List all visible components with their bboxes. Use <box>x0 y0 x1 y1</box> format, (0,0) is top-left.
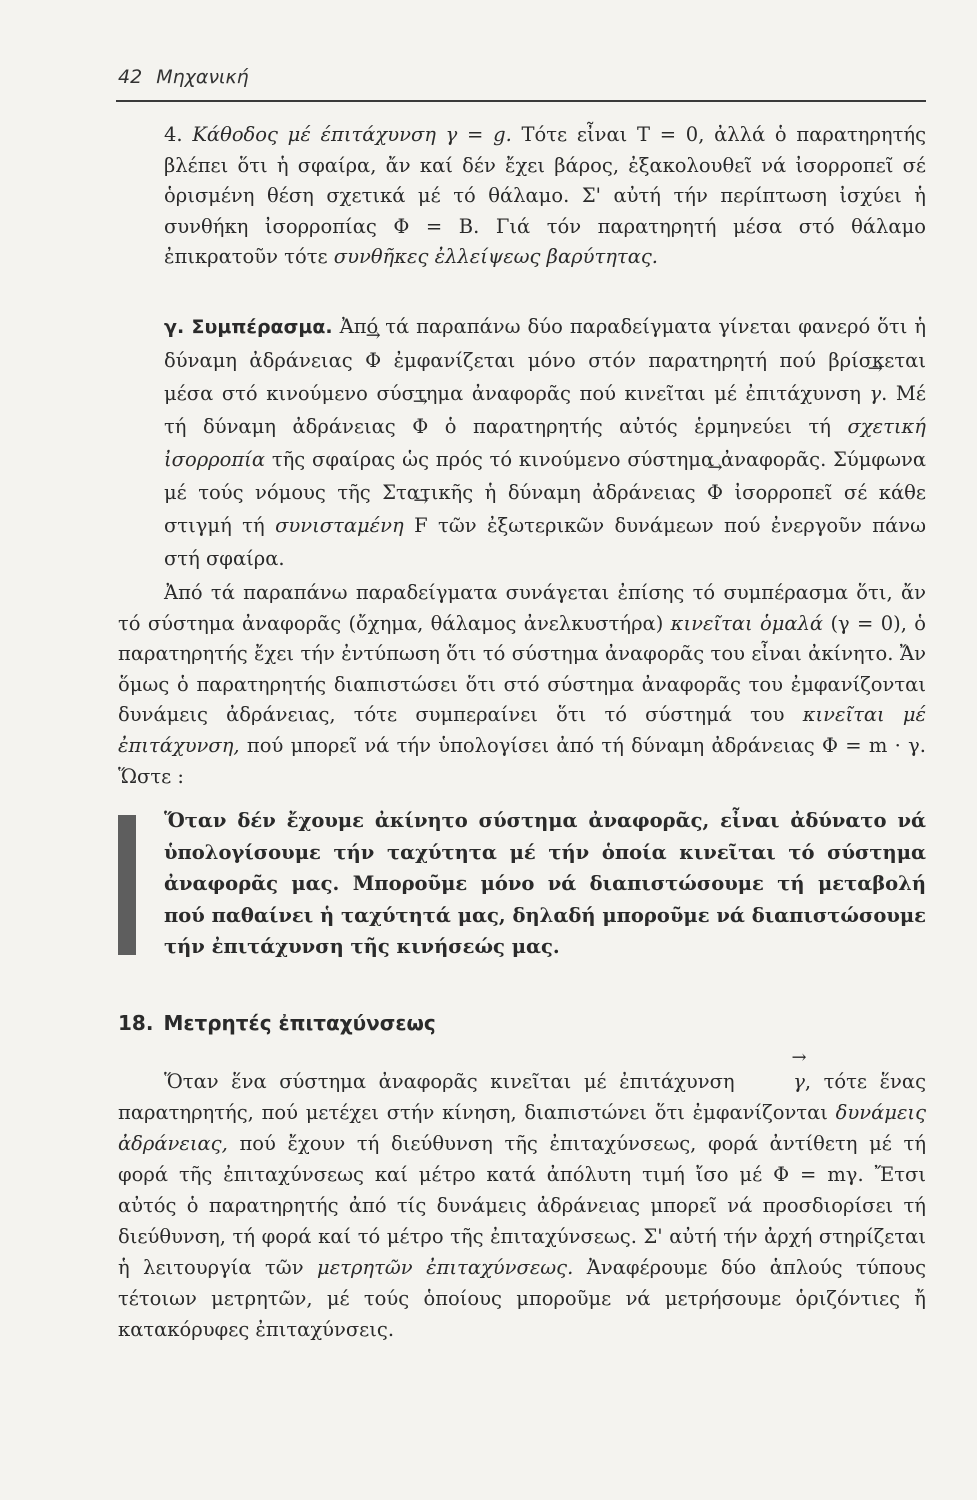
conclusion-text-7: τῶν ἐξωτερικῶν δυνάμεων πού ἐνεργοῦν πάνω στή σφαίρα. <box>164 514 926 570</box>
header-rule <box>116 100 926 102</box>
phi-vector-3: → Φ <box>707 476 723 509</box>
consequence-text-b: (γ = 0), ὁ παρατηρητής ἔχει τήν ἐντύπωση ὅτι τό σύστημα ἀναφορᾶς του εἶναι ἀκίνητο. Ἄν ὅμως ὁ παρατηρητής διαπιστώσει ὅτι στό σύστημα ἀναφορᾶς του ἐμφανίζονται δυνάμεις ἀδράνειας, τότε συμπεραίνει ὅτι τό σύστημά του <box>118 611 926 727</box>
highlighted-statement <box>118 805 926 963</box>
paragraph-item-4 <box>118 120 926 273</box>
paragraph-consequence <box>118 578 926 792</box>
section18-text-d: Ἀναφέρουμε δύο ἁπλούς τύπους τέτοιων μετρητῶν, μέ τούς ὁποίους μποροῦμε νά μετρήσουμε ὁριζόντιες ἤ κατακόρυφες ἐπιταχύνσεις. <box>118 1256 927 1341</box>
section18-text-a: Ὅταν ἕνα σύστημα ἀναφορᾶς κινεῖται μέ ἐπιτάχυνση <box>164 1070 748 1093</box>
conclusion-text-5: τῆς σφαίρας ὡς πρός τό κινούμενο σύστημα ἀναφορᾶς. Σύμφωνα μέ τούς νόμους τῆς Στατικῆς ἡ δύναμη ἀδράνειας <box>164 448 926 504</box>
chapter-title: Μηχανική <box>156 66 249 88</box>
section18-text-c: πού ἔχουν τή διεύθυνση τῆς ἐπιταχύνσεως, φορά ἀντίθετη μέ τή φορά τῆς ἐπιταχύνσεως καί μέτρο κατά ἀπόλυτη τιμή ἴσο μέ Φ = mγ. Ἔτσι αὐτός ὁ παρατηρητής ἀπό τίς δυνάμεις ἀδράνειας μπορεῖ νά προσδιορίσει τή διεύθυνση, τή φορά καί τό μέτρο τῆς ἐπιταχύνσεως. Σ' αὐτή τήν ἀρχή στηρίζεται ἡ λειτουργία τῶν <box>118 1132 926 1279</box>
consequence-italic-1: κινεῖται ὁμαλά <box>670 611 824 635</box>
conclusion-text-3: . Μέ τή δύναμη ἀδράνειας <box>164 382 926 438</box>
f-vector: → F <box>414 509 428 542</box>
section-heading <box>118 1011 436 1035</box>
phi-vector: → Φ <box>365 344 381 377</box>
margin-bar <box>118 815 136 955</box>
item-4-title: Κάθοδος μέ έπιτάχυνση γ = g. <box>192 123 512 146</box>
consequence-text-c: πού μπορεῖ νά τήν ὑπολογίσει ἀπό τή δύναμη ἀδράνειας Φ = m · γ. Ὥστε : <box>118 733 926 788</box>
conclusion-italic-2: συνισταμένη <box>275 514 404 537</box>
section18-italic-1: δυνάμεις ἀδράνειας, <box>118 1101 926 1155</box>
item-4-italic: συνθῆκες ἐλλείψεως βαρύτητας. <box>333 245 658 269</box>
highlighted-text: Ὅταν δέν ἔχουμε ἀκίνητο σύστημα ἀναφορᾶς, εἶναι ἀδύνατο νά ὑπολογίσουμε τήν ταχύτητα μέ τήν ὁποία κινεῖται τό σύστημα ἀναφορᾶς μας. Μποροῦμε μόνο νά διαπιστώσουμε τή μεταβολή πού παθαίνει ἡ ταχύτητά μας, δηλαδή μποροῦμε νά διαπιστώσουμε τήν ἐπιτάχυνση τῆς κινήσεώς μας. <box>164 809 926 958</box>
gamma-vector-2: → γ <box>747 1066 805 1097</box>
conclusion-text-4: ὁ παρατηρητής αὐτός ἑρμηνεύει τή <box>428 415 848 438</box>
conclusion-text-6: ἰσορροπεῖ σέ κάθε στιγμή τή <box>164 481 926 537</box>
conclusion-italic-1: σχετική ἰσορροπία <box>164 415 926 471</box>
gamma-vector: → γ <box>869 377 881 410</box>
conclusion-text-1: Ἀπό τά παραπάνω δύο παραδείγματα γίνεται φανερό ὅτι ἡ δύναμη ἀδράνειας <box>164 315 926 372</box>
paragraph-section-18 <box>118 1066 926 1345</box>
section-title: Μετρητές ἐπιταχύνσεως <box>163 1011 436 1035</box>
page-number: 42 <box>118 66 143 88</box>
conclusion-text-2: ἐμφανίζεται μόνο στόν παρατηρητή πού βρίσκεται μέσα στό κινούμενο σύστημα ἀναφορᾶς πού κινεῖται μέ ἐπιτάχυνση <box>164 349 926 405</box>
conclusion-heading: γ. Συμπέρασμα. <box>164 316 333 338</box>
item-4-label: 4. <box>164 123 183 146</box>
consequence-text-a: Ἀπό τά παραπάνω παραδείγματα συνάγεται ἐπίσης τό συμπέρασμα ὅτι, ἄν τό σύστημα ἀναφορᾶς (ὄχημα, θάλαμος ἀνελκυστήρα) <box>118 581 926 635</box>
section-number: 18. <box>118 1011 154 1035</box>
section18-text-b: , τότε ἕνας παρατηρητής, πού μετέχει στήν κίνηση, διαπιστώνει ὅτι ἐμφανίζονται <box>118 1070 926 1124</box>
consequence-italic-2: κινεῖται μέ ἐπιτάχυνση, <box>118 703 926 757</box>
paragraph-conclusion <box>118 310 926 575</box>
item-4-text: Τότε εἶναι T = 0, ἀλλά ὁ παρατηρητής βλέπει ὅτι ἡ σφαίρα, ἄν καί δέν ἔχει βάρος, ἐξακολουθεῖ νά ἰσορροπεῖ σέ ὁρισμένη θέση σχετικά μέ τό θάλαμο. Σ' αὐτή τήν περίπτωση ἰσχύει ἡ συνθήκη ἰσορροπίας Φ = B. Γιά τόν παρατηρητή μέσα στό θάλαμο ἐπικρατοῦν τότε <box>164 123 927 269</box>
section18-italic-2: μετρητῶν ἐπιταχύνσεως. <box>317 1256 574 1279</box>
phi-vector-2: → Φ <box>412 410 428 443</box>
running-head <box>118 66 249 88</box>
